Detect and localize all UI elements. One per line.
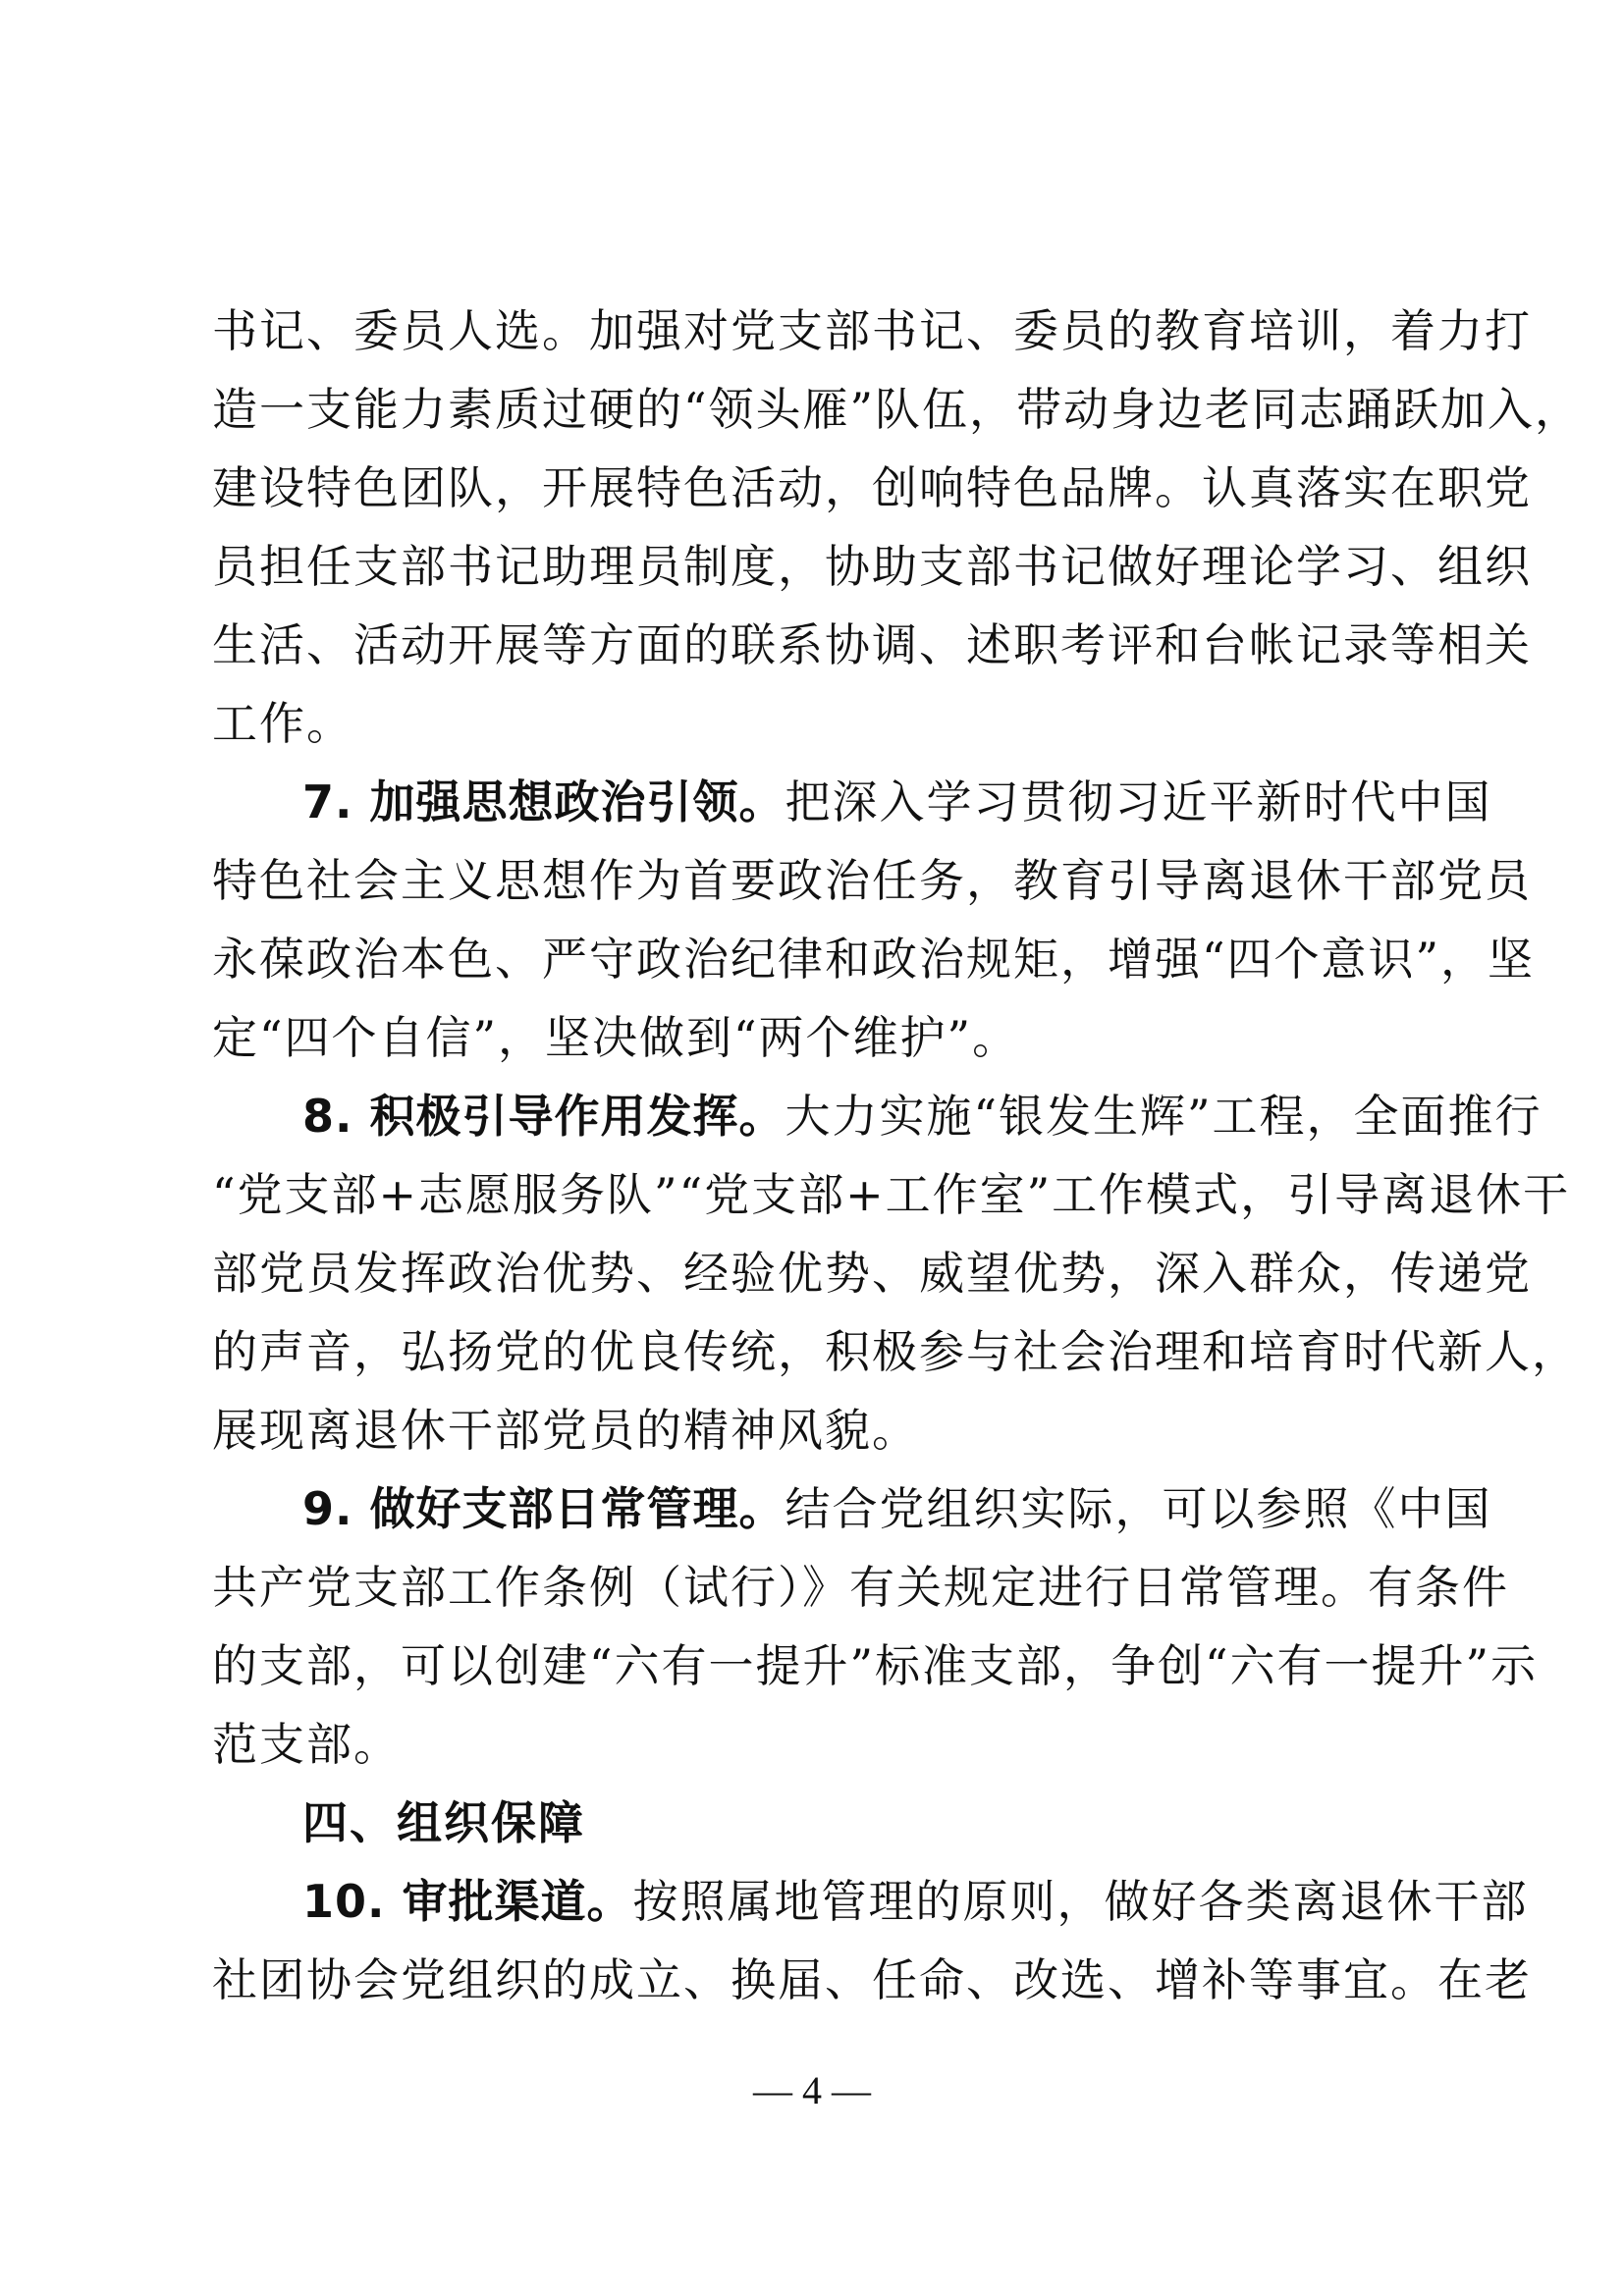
text-line: 工作。 — [212, 697, 353, 750]
text-line: 生活、活动开展等方面的联系协调、述职考评和台帐记录等相关 — [212, 618, 1532, 671]
text-line: 展现离退休干部党员的精神风貌。 — [212, 1404, 919, 1457]
paragraph-item-10 — [212, 1862, 1532, 2019]
text-line: 员担任支部书记助理员制度，协助支部书记做好理论学习、组织 — [212, 540, 1532, 593]
item-text: 大力实施“银发生辉”工程，全面推行 — [785, 1090, 1543, 1143]
document-body — [212, 292, 1583, 2019]
item-lead: 8. 积极引导作用发挥。 — [302, 1090, 785, 1143]
text-line: 的支部，可以创建“六有一提升”标准支部，争创“六有一提升”示 — [212, 1639, 1539, 1692]
text-line: 部党员发挥政治优势、经验优势、威望优势，深入群众，传递党 — [212, 1247, 1532, 1300]
item-text: 把深入学习贯彻习近平新时代中国 — [785, 775, 1492, 828]
text-line: 的声音，弘扬党的优良传统，积极参与社会治理和培育时代新人， — [212, 1325, 1579, 1378]
item-lead: 9. 做好支部日常管理。 — [302, 1482, 785, 1535]
paragraph-continuation — [212, 292, 1583, 763]
text-line: 共产党支部工作条例（试行）》有关规定进行日常管理。有条件 — [212, 1561, 1509, 1614]
text-line: 永葆政治本色、严守政治纪律和政治规矩，增强“四个意识”，坚 — [212, 933, 1536, 986]
paragraph-item-8 — [212, 1077, 1579, 1469]
page-number: — 4 — — [753, 2068, 871, 2112]
paragraph-item-9 — [212, 1469, 1539, 1784]
paragraph-first-line — [212, 1077, 1543, 1155]
item-text: 结合党组织实际，可以参照《中国 — [785, 1482, 1492, 1535]
text-line: 定“四个自信”，坚决做到“两个维护”。 — [212, 1011, 1020, 1064]
text-line: 范支部。 — [212, 1718, 401, 1771]
paragraph-item-7 — [212, 763, 1536, 1077]
section-heading: 四、组织保障 — [302, 1796, 585, 1849]
paragraph-first-line — [212, 763, 1492, 841]
text-line: 特色社会主义思想作为首要政治任务，教育引导离退休干部党员 — [212, 854, 1532, 907]
text-line: “党支部+志愿服务队”“党支部+工作室”工作模式，引导离退休干 — [212, 1168, 1571, 1221]
item-text: 按照属地管理的原则，做好各类离退休干部 — [632, 1875, 1529, 1928]
text-line: 书记、委员人选。加强对党支部书记、委员的教育培训，着力打 — [212, 304, 1532, 357]
paragraph-first-line — [212, 1862, 1529, 1941]
item-lead: 7. 加强思想政治引领。 — [302, 775, 785, 828]
paragraph-first-line — [212, 1469, 1492, 1548]
text-line: 建设特色团队，开展特色活动，创响特色品牌。认真落实在职党 — [212, 461, 1532, 514]
text-line: 造一支能力素质过硬的“领头雁”队伍，带动身边老同志踊跃加入， — [212, 383, 1583, 436]
item-lead: 10. 审批渠道。 — [302, 1875, 633, 1928]
text-line: 社团协会党组织的成立、换届、任命、改选、增补等事宜。在老 — [212, 1953, 1532, 2006]
